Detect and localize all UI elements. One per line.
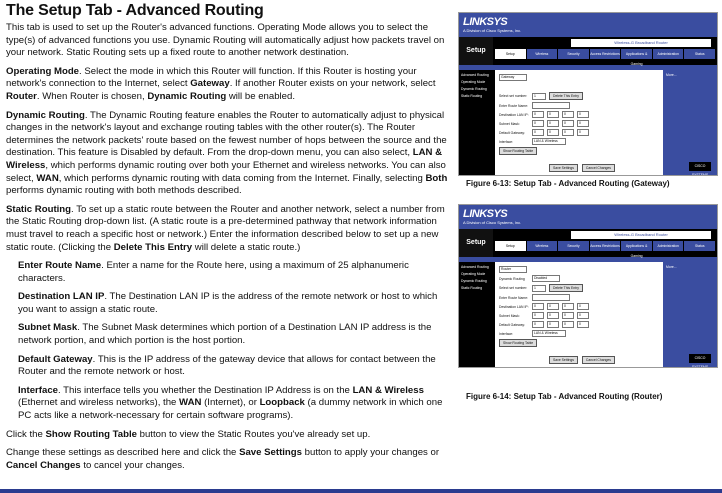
dynamic-routing-select[interactable]: Disabled [532, 275, 560, 282]
field-label: Default Gateway: [499, 130, 526, 135]
term: Both [425, 172, 448, 184]
route-name-paragraph [18, 260, 452, 285]
term: LAN & Wireless [6, 147, 443, 171]
field-label: Enter Route Name: [499, 103, 529, 108]
rail-label: Operating Mode [461, 80, 486, 84]
tab-item[interactable]: Administration [653, 49, 684, 59]
ip-octet-input[interactable]: 0 [547, 120, 559, 127]
figure-caption: Figure 6-14: Setup Tab - Advanced Routing (Router) [466, 392, 663, 401]
router-screenshot [458, 12, 718, 176]
text: will be enabled. [226, 90, 296, 102]
cisco-logo: CISCO SYSTEMS [689, 354, 711, 363]
interface-select[interactable]: LAN & Wireless [532, 138, 566, 145]
term: Loopback [259, 397, 305, 409]
ip-octet-input[interactable]: 0 [532, 312, 544, 319]
tab-strip [459, 229, 717, 257]
text: performs dynamic routing with both methods described. [6, 185, 242, 197]
text: button to view the Static Routes you've already set up. [136, 428, 371, 440]
route-name-input[interactable] [532, 294, 570, 301]
show-routing-table-button[interactable]: Show Routing Table [499, 147, 537, 155]
text: . The Subnet Mask determines which portion of a Destination LAN IP address is the network portion, and which portion is the host portion. [18, 322, 432, 347]
tabs [495, 241, 715, 258]
linksys-logo: LINKSYS A Division of Cisco Systems, Inc. [463, 16, 522, 33]
ip-octet-input[interactable]: 0 [577, 303, 589, 310]
text: . This is the IP address of the gateway device that allows for contact between the Router and the remote network or host. [18, 353, 436, 378]
text: to cancel your changes. [80, 459, 185, 471]
footer-rule [0, 489, 722, 493]
section-title: Setup [459, 37, 493, 65]
term: Router [6, 90, 37, 102]
page-title: The Setup Tab - Advanced Routing [6, 2, 264, 19]
save-bar [549, 164, 615, 172]
interface-paragraph [18, 385, 452, 423]
term: Subnet Mask [18, 322, 78, 334]
ip-octet-input[interactable]: 0 [547, 321, 559, 328]
ip-octet-input[interactable]: 0 [577, 129, 589, 136]
tab-item[interactable]: Applications & Gaming [621, 49, 652, 59]
text: . Enter a name for the Route here, using a maximum of 25 alphanumeric characters. [18, 260, 409, 284]
show-routing-table-button[interactable]: Show Routing Table [499, 339, 537, 347]
ip-octet-input[interactable]: 0 [577, 321, 589, 328]
ip-octet-input[interactable]: 0 [562, 129, 574, 136]
ip-octet-input[interactable]: 0 [562, 111, 574, 118]
tab-item[interactable]: Wireless [527, 241, 558, 251]
tab-item[interactable]: Status [684, 241, 715, 251]
rail-heading: Advanced Routing [461, 73, 489, 77]
text: . Select the mode in which this Router will function. If this Router is hosting your network's connection to the Internet, select [6, 65, 417, 90]
text: . This interface tells you whether the Destination IP Address is on the [58, 384, 353, 396]
intro-paragraph: This tab is used to set up the Router's advanced functions. Operating Mode allows you to select the type(s) of advanced functions you use. Dynamic Routing will automatically adjust how packets travel on your network. Static Routing sets up a fixed route to another network destination. [6, 22, 445, 59]
tab-item[interactable]: Access Restrictions [590, 241, 621, 251]
term: WAN [179, 397, 202, 409]
ip-octet-input[interactable]: 0 [532, 129, 544, 136]
text: . The Destination LAN IP is the address of the remote network or host to which you want to assign a static route. [18, 291, 438, 315]
field-label: Select set number: [499, 286, 528, 290]
more-link[interactable]: More... [666, 73, 677, 77]
field-label: Interface: [499, 139, 514, 144]
help-rail [663, 262, 717, 367]
help-rail [663, 70, 717, 175]
field-label: Select set number: [499, 94, 528, 98]
router-screenshot [458, 204, 718, 368]
term: Operating Mode [6, 65, 80, 77]
ip-octet-input[interactable]: 0 [532, 303, 544, 310]
operating-mode-paragraph [6, 66, 452, 104]
save-settings-button[interactable]: Save Settings [549, 356, 578, 364]
text: . When Router is chosen, [36, 90, 148, 102]
field-label: Subnet Mask: [499, 121, 520, 126]
term: Cancel Changes [6, 459, 81, 471]
tab-item[interactable]: Setup [495, 241, 526, 251]
cancel-changes-button[interactable]: Cancel Changes [582, 164, 615, 172]
text: (a dummy network in which one PC acts like a network-necessary for certain software programs). [18, 397, 443, 422]
ip-octet-input[interactable]: 0 [577, 120, 589, 127]
section-title: Setup [459, 229, 493, 257]
term: Save Settings [239, 447, 302, 459]
term: WAN [36, 172, 59, 184]
header-bar [459, 13, 717, 37]
term: Interface [18, 384, 58, 396]
text: . If another Router exists on your network, select [229, 78, 436, 90]
ip-octet-input[interactable]: 0 [577, 111, 589, 118]
field-label: Destination LAN IP: [499, 304, 529, 309]
text: (Ethernet and wireless networks), the [18, 397, 180, 409]
ip-octet-input[interactable]: 0 [547, 129, 559, 136]
route-number-select[interactable]: 1 [532, 93, 546, 100]
rail-heading: Advanced Routing [461, 265, 489, 269]
linksys-logo: LINKSYS A Division of Cisco Systems, Inc. [463, 208, 522, 225]
term: LAN & Wireless [352, 384, 424, 396]
router-name-bar: Wireless-G Broadband Router [571, 231, 711, 239]
rail-label: Operating Mode [461, 272, 486, 276]
tab-item[interactable]: Access Restrictions [590, 49, 621, 59]
ip-octet-input[interactable]: 0 [562, 312, 574, 319]
tab-item[interactable]: Setup [495, 49, 526, 59]
interface-select[interactable]: LAN & Wireless [532, 330, 566, 337]
delete-entry-button[interactable]: Delete This Entry [549, 92, 583, 100]
rail-label: Dynamic Routing [461, 87, 487, 91]
ip-octet-input[interactable]: 0 [532, 111, 544, 118]
term: Dynamic Routing [6, 109, 85, 121]
text: Change these settings as described here and click the [6, 447, 240, 459]
tab-strip [459, 37, 717, 65]
cisco-logo: CISCO SYSTEMS [689, 162, 711, 171]
save-bar [549, 356, 615, 364]
tab-item[interactable]: Administration [653, 241, 684, 251]
term: Enter Route Name [18, 260, 102, 272]
text: button to apply your changes or [301, 447, 440, 459]
ip-octet-input[interactable]: 0 [532, 321, 544, 328]
static-routing-paragraph [6, 204, 452, 254]
tab-item[interactable]: Security [558, 49, 589, 59]
settings-body [459, 70, 717, 175]
ip-octet-input[interactable]: 0 [562, 321, 574, 328]
save-settings-button[interactable]: Save Settings [549, 164, 578, 172]
text: , which performs dynamic routing over both your Ethernet and wireless networks. You can also select, [6, 159, 446, 184]
term: Dynamic Routing [147, 90, 227, 102]
left-rail [459, 70, 495, 175]
text: will delete a static route.) [192, 241, 301, 253]
ip-octet-input[interactable]: 0 [562, 120, 574, 127]
form-area [499, 266, 661, 367]
ip-octet-input[interactable]: 0 [562, 303, 574, 310]
term: Delete This Entry [113, 241, 193, 253]
rail-label: Dynamic Routing [461, 279, 487, 283]
term: Show Routing Table [45, 428, 137, 440]
field-label: Interface: [499, 331, 514, 336]
left-rail [459, 262, 495, 367]
ip-octet-input[interactable]: 0 [577, 312, 589, 319]
field-label: Dynamic Routing [499, 276, 525, 281]
delete-entry-button[interactable]: Delete This Entry [549, 284, 583, 292]
text: , which performs dynamic routing with data coming from the Internet. Finally, selecting [58, 172, 426, 184]
tab-item[interactable]: Applications & Gaming [621, 241, 652, 251]
text-column [6, 22, 452, 478]
header-bar [459, 205, 717, 229]
tab-item[interactable]: Status [684, 49, 715, 59]
dynamic-routing-paragraph [6, 110, 452, 198]
term: Gateway [190, 78, 230, 90]
tab-item[interactable]: Security [558, 241, 589, 251]
default-gateway-paragraph [18, 354, 452, 379]
ip-octet-input[interactable]: 0 [547, 111, 559, 118]
term: Static Routing [6, 203, 72, 215]
text: . To set up a static route between the Router and another network, select a number from the Static Routing drop-down list. (A static route is a pre-determined pathway that network information must travel to reach a specific host or network.) Enter the information described below to set up a new static route. (Clicking the [6, 203, 445, 253]
operating-mode-select[interactable]: Gateway [499, 74, 527, 81]
form-area [499, 74, 661, 175]
text: Click the [6, 428, 46, 440]
text: (Internet), or [201, 397, 260, 409]
more-link[interactable]: More... [666, 265, 677, 269]
term: Default Gateway [18, 353, 93, 365]
term: Destination LAN IP [18, 291, 105, 303]
rail-label: Static Routing [461, 286, 483, 290]
operating-mode-select[interactable]: Router [499, 266, 527, 273]
field-label: Subnet Mask: [499, 313, 520, 318]
field-label: Destination LAN IP: [499, 112, 529, 117]
tab-item[interactable]: Wireless [527, 49, 558, 59]
change-paragraph [6, 447, 452, 472]
ip-octet-input[interactable]: 0 [532, 120, 544, 127]
router-name-bar: Wireless-G Broadband Router [571, 39, 711, 47]
settings-body [459, 262, 717, 367]
ip-octet-input[interactable]: 0 [547, 312, 559, 319]
route-name-input[interactable] [532, 102, 570, 109]
subnet-mask-paragraph [18, 322, 452, 347]
tabs [495, 49, 715, 66]
field-label: Default Gateway: [499, 322, 526, 327]
ip-octet-input[interactable]: 0 [547, 303, 559, 310]
dest-lan-ip-paragraph [18, 291, 452, 316]
show-table-paragraph [6, 429, 452, 442]
figure-caption: Figure 6-13: Setup Tab - Advanced Routing (Gateway) [466, 179, 670, 188]
route-number-select[interactable]: 1 [532, 285, 546, 292]
cancel-changes-button[interactable]: Cancel Changes [582, 356, 615, 364]
text: . The Dynamic Routing feature enables the Router to automatically adjust to physical changes in the network's layout and exchange routing tables with the other router(s). The Router determines the network packets' route based on the fewest number of hops between the source and the destination. This feature is Disabled by default. From the drop-down menu, you can also select, [6, 109, 447, 159]
field-label: Enter Route Name: [499, 295, 529, 300]
rail-label: Static Routing [461, 94, 483, 98]
